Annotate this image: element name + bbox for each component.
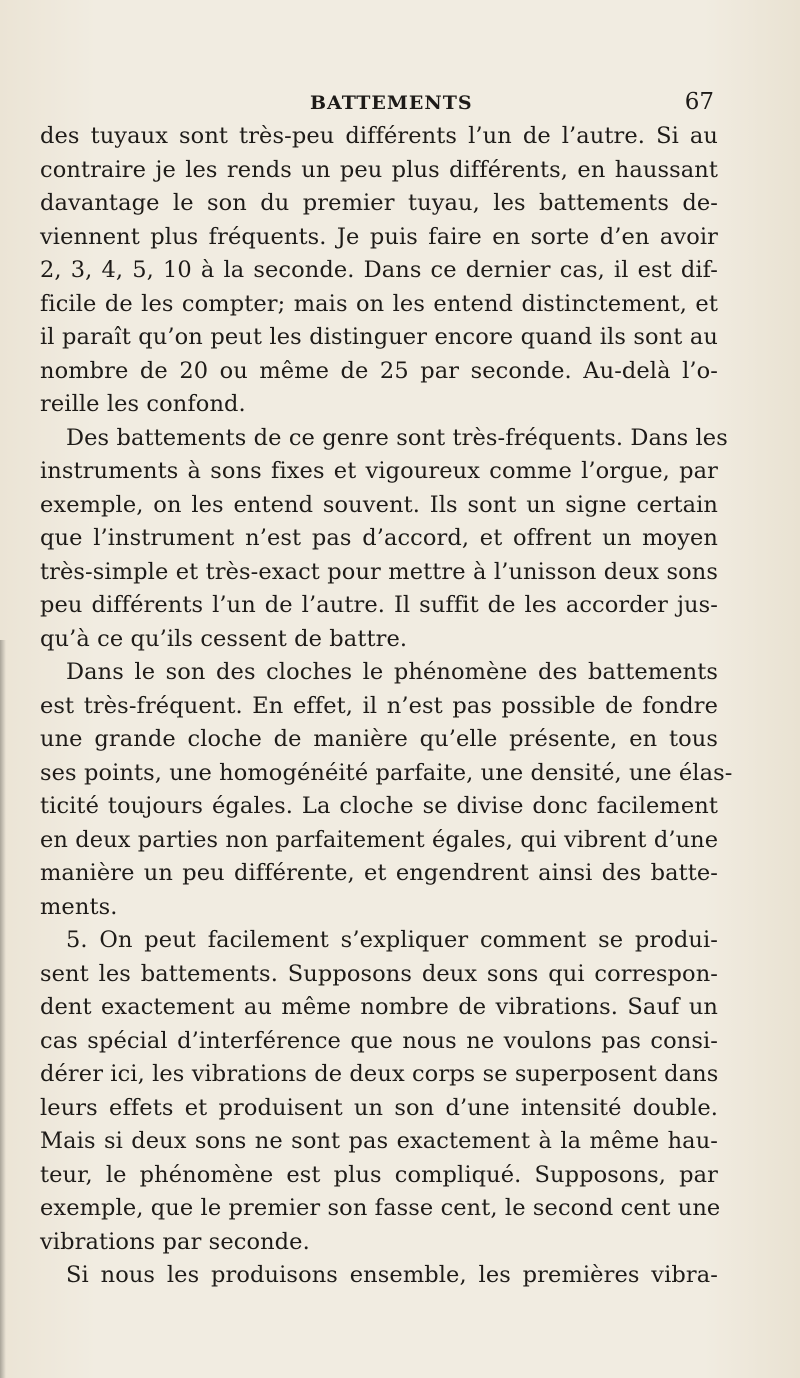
text-line: exemple, on les entend souvent. Ils sont un signe certain [40,491,718,518]
text-line: dérer ici, les vibrations de deux corps se superposent dans [40,1061,719,1087]
page-number: 67 [684,89,714,115]
text-line: exemple, que le premier son fasse cent, le second cent une [40,1195,721,1221]
text-line: cas spécial d’interférence que nous ne voulons pas consi- [40,1027,718,1054]
text-line: peu différents l’un de l’autre. Il suffit de les accorder jus- [40,592,718,618]
text-line: leurs effets et produisent un son d’une intensité double. [40,1094,718,1121]
text-line: qu’à ce qu’ils cessent de battre. [40,625,408,652]
text-line: ficile de les compter; mais on les entend distinctement, et [40,290,718,317]
text-line: nombre de 20 ou même de 25 par seconde. Au-delà l’o- [40,357,718,384]
running-title: BATTEMENTS [310,92,473,114]
text-line: reille les confond. [40,391,246,417]
text-line: ses points, une homogénéité parfaite, une densité, une élas- [40,759,733,786]
text-line: une grande cloche de manière qu’elle présente, en tous [40,726,718,752]
text-line: viennent plus fréquents. Je puis faire en sorte d’en avoir [40,223,718,250]
text-line: contraire je les rends un peu plus différents, en haussant [40,156,718,183]
page-edge-shadow [0,640,6,1378]
text-line: davantage le son du premier tuyau, les battements de- [40,190,718,216]
text-line: 2, 3, 4, 5, 10 à la seconde. Dans ce dernier cas, il est dif- [40,257,718,283]
text-line: ments. [40,893,118,920]
text-line: vibrations par seconde. [40,1228,310,1255]
text-line: instruments à sons fixes et vigoureux comme l’orgue, par [40,458,718,484]
text-line: Dans le son des cloches le phénomène des battements [66,659,718,685]
text-line: en deux parties non parfaitement égales, qui vibrent d’une [40,826,719,853]
text-line: Des battements de ce genre sont très-fréquents. Dans les [66,424,728,451]
text-line: manière un peu différente, et engendrent ainsi des batte- [40,860,718,886]
page-header [40,89,720,118]
text-line: Si nous les produisons ensemble, les premières vibra- [66,1262,718,1288]
text-line: des tuyaux sont très-peu différents l’un de l’autre. Si au [40,123,718,149]
text-line: très-simple et très-exact pour mettre à l’unisson deux sons [40,558,718,585]
text-line: que l’instrument n’est pas d’accord, et offrent un moyen [40,525,718,551]
text-line: est très-fréquent. En effet, il n’est pas possible de fondre [40,692,718,719]
text-line: dent exactement au même nombre de vibrations. Sauf un [40,994,718,1020]
text-line: 5. On peut facilement s’expliquer comment se produi- [66,927,718,953]
body-text [40,120,733,1293]
text-line: il paraît qu’on peut les distinguer encore quand ils sont au [40,324,718,350]
text-line: Mais si deux sons ne sont pas exactement à la même hau- [40,1128,718,1154]
text-line: teur, le phénomène est plus compliqué. Supposons, par [40,1161,718,1188]
text-line: ticité toujours égales. La cloche se divise donc facilement [40,793,718,819]
text-line: sent les battements. Supposons deux sons qui correspon- [40,960,718,987]
